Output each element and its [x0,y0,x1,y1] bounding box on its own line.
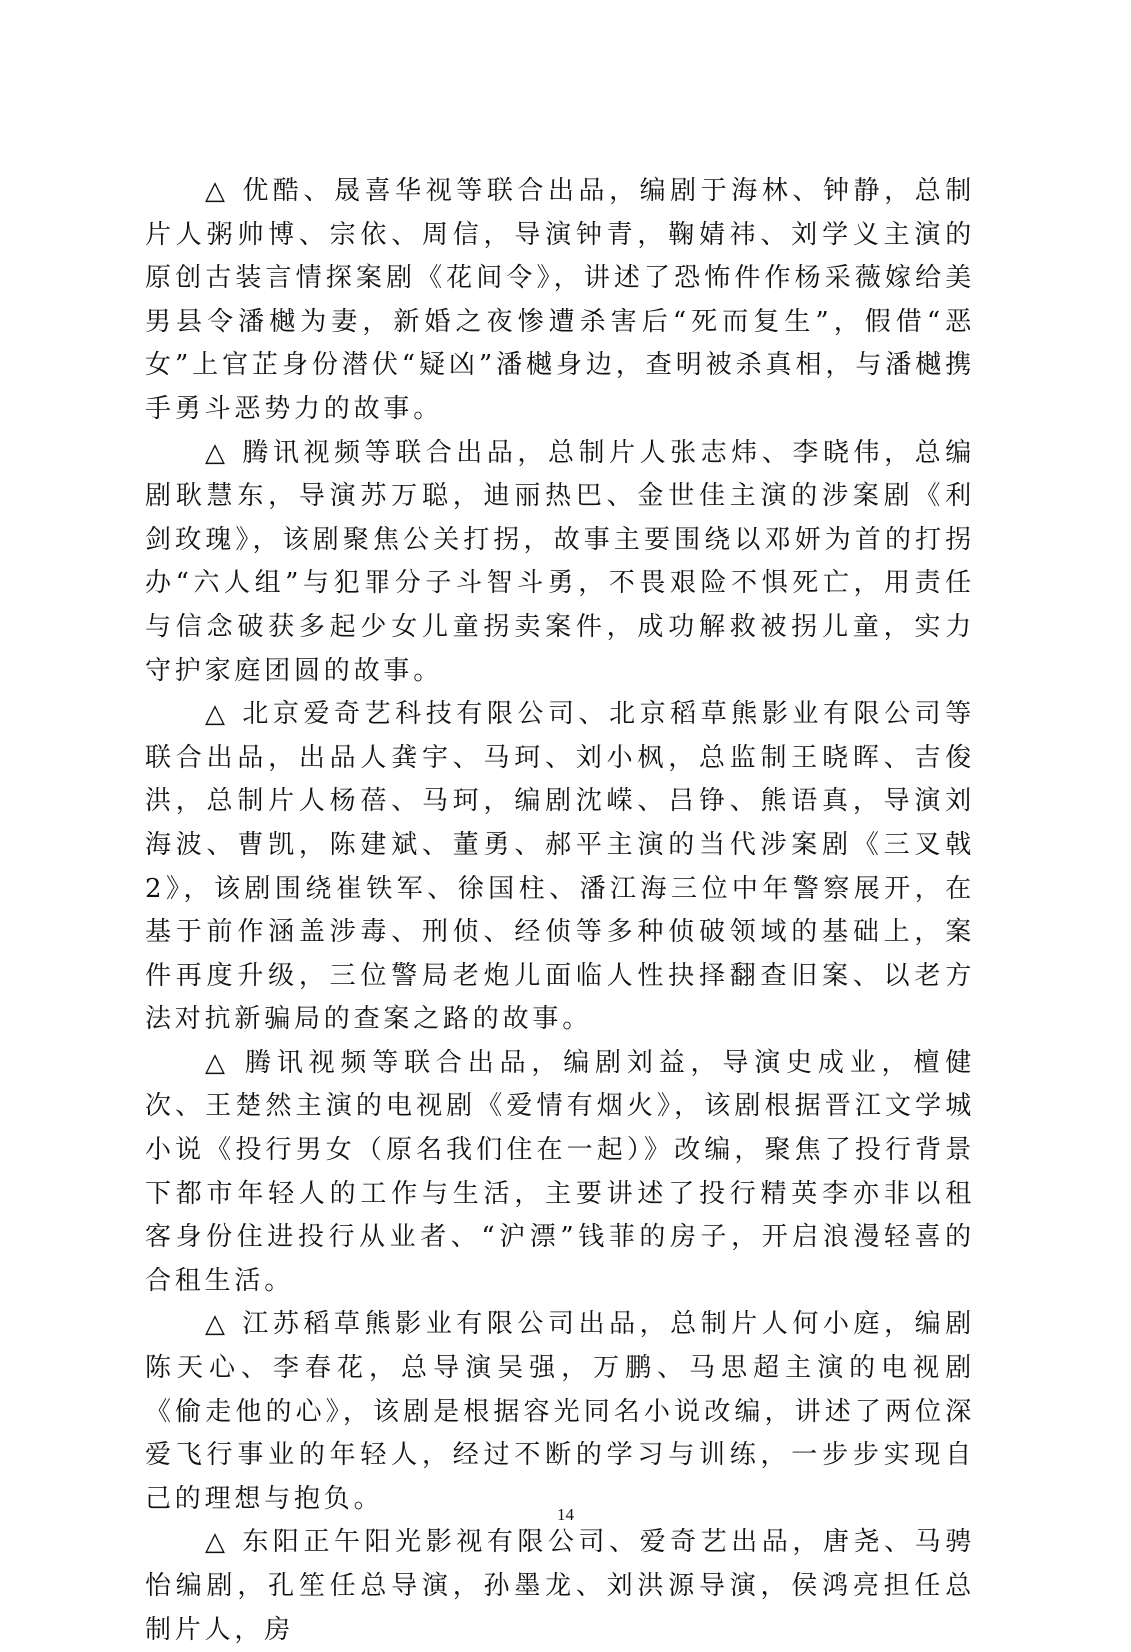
paragraph-li-jian-mei-gui: △ 腾讯视频等联合出品，总制片人张志炜、李晓伟，总编剧耿慧东，导演苏万聪，迪丽热巴、金世佳主演的涉案剧《利剑玫瑰》，该剧聚焦公关打拐，故事主要围绕以邓妍为首的打拐办“六人组”与犯罪分子斗智斗勇，不畏艰险不惧死亡，用责任与信念破获多起少女儿童拐卖案件，成功解救被拐儿童，实力守护家庭团圆的故事。 [145,437,975,686]
paragraph-hua-jian-ling: △ 优酷、晟喜华视等联合出品，编剧于海林、钟静，总制片人粥帅博、宗依、周信，导演钟青，鞠婧祎、刘学义主演的原创古装言情探案剧《花间令》，讲述了恐怖件作杨采薇嫁给美男县令潘樾为妻，新婚之夜惨遭杀害后“死而复生”，假借“恶女”上官芷身份潜伏“疑凶”潘樾身边，查明被杀真相，与潘樾携手勇斗恶势力的故事。 [145,176,975,424]
paragraph-dongyang-zhengwu: △ 东阳正午阳光影视有限公司、爱奇艺出品，唐尧、马骋怡编剧，孔笙任总导演，孙墨龙、刘洪源导演，侯鸿亮担任总制片人，房 [145,1527,975,1645]
paragraph-ai-qing-you-yan-huo: △ 腾讯视频等联合出品，编剧刘益，导演史成业，檀健次、王楚然主演的电视剧《爱情有烟火》，该剧根据晋江文学城小说《投行男女（原名我们住在一起）》改编，聚焦了投行背景下都市年轻人的工作与生活，主要讲述了投行精英李亦非以租客身份住进投行从业者、“沪漂”钱菲的房子，开启浪漫轻喜的合租生活。 [145,1047,975,1296]
page-number: 14 [557,1505,574,1524]
paragraph-san-cha-ji-2: △ 北京爱奇艺科技有限公司、北京稻草熊影业有限公司等联合出品，出品人龚宇、马珂、刘小枫，总监制王晓晖、吉俊洪，总制片人杨蓓、马珂，编剧沈嵘、吕铮、熊语真，导演刘海波、曹凯，陈建斌、董勇、郝平主演的当代涉案剧《三叉戟2》，该剧围绕崔铁军、徐国柱、潘江海三位中年警察展开，在基于前作涵盖涉毒、刑侦、经侦等多种侦破领域的基础上，案件再度升级，三位警局老炮儿面临人性抉择翻查旧案、以老方法对抗新骗局的查案之路的故事。 [145,699,975,1035]
document-body [145,170,975,1652]
paragraph-tou-zou-ta-de-xin: △ 江苏稻草熊影业有限公司出品，总制片人何小庭，编剧陈天心、李春花，总导演吴强，万鹏、马思超主演的电视剧《偷走他的心》，该剧是根据容光同名小说改编，讲述了两位深爱飞行事业的年轻人，经过不断的学习与训练，一步步实现自己的理想与抱负。 [145,1309,975,1514]
